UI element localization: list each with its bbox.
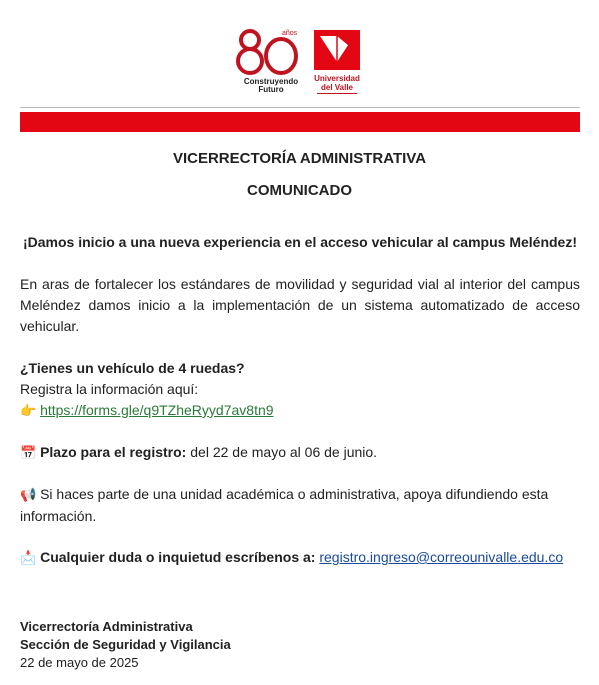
vehicle-question [20,358,580,379]
anniversary-tagline [236,78,306,94]
anniversary-80-logo [236,26,304,96]
contact-line [20,547,580,569]
register-text: Registra la información aquí: [20,381,199,397]
inbox-icon: 📩 [20,551,37,566]
univalle-shield-icon [311,28,363,72]
deadline-line [20,442,580,464]
univalle-line-2: del Valle [320,83,354,92]
pointing-hand-icon: 👉 [20,404,37,419]
deadline-label: Plazo para el registro: [40,444,187,460]
question-text: ¿Tienes un vehículo de 4 ruedas? [20,360,245,376]
calendar-icon: 📅 [20,446,37,461]
deadline-value: del 22 de mayo al 06 de junio. [186,444,378,460]
signature-line-1: Vicerrectoría Administrativa [20,619,193,634]
share-text: Si haces parte de una unidad académica o administrativa, apoya difundiendo esta información. [20,486,549,524]
anos-label: años [282,30,298,37]
email-header [0,0,599,108]
registration-form-link[interactable]: https://forms.gle/q9TZheRyyd7av8tn9 [40,402,274,418]
signature-date: 22 de mayo de 2025 [20,655,139,670]
megaphone-icon: 📢 [20,488,37,503]
form-link-line [20,400,580,422]
header-divider [20,107,580,108]
signature-line-2: Sección de Seguridad y Vigilancia [20,637,231,652]
contact-email-link[interactable]: registro.ingreso@correounivalle.edu.co [319,549,564,565]
tagline-line-2: Futuro [258,85,284,94]
header-red-bar [20,112,580,132]
share-line [20,484,580,527]
tagline-line-1: Construyendo [243,77,299,86]
universidad-del-valle-logo [311,28,363,96]
signature-block [20,618,231,672]
intro-heading: ¡Damos inicio a una nueva experiencia en el acceso vehicular al campus Meléndez! [23,234,577,250]
univalle-line-1: Universidad [314,74,360,83]
intro-paragraph: En aras de fortalecer los estándares de movilidad y seguridad vial al interior del campus Meléndez damos inicio a la implementación de un sistema automatizado de acceso vehicular. [20,276,580,334]
page-title: VICERRECTORÍA ADMINISTRATIVA [172,150,427,167]
univalle-name [311,74,363,92]
univalle-underline [317,93,357,94]
contact-label: Cualquier duda o inquietud escríbenos a: [40,549,316,565]
page-subtitle: COMUNICADO [247,182,352,199]
